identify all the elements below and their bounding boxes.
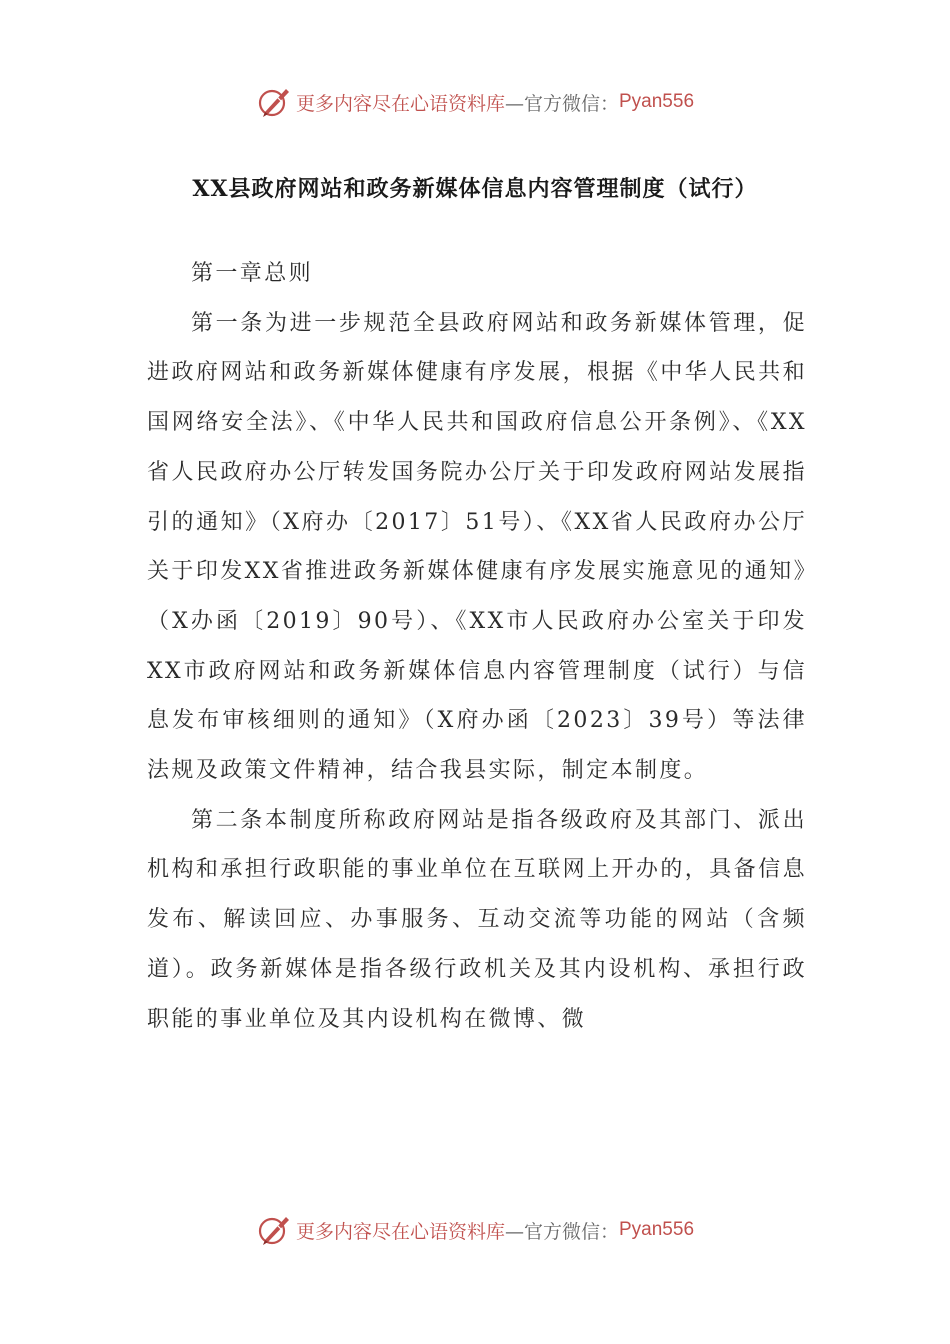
footer-banner	[0, 1210, 950, 1250]
chapter-heading: 第一章总则	[191, 261, 314, 286]
banner-separator-text: —官方微信：	[504, 1220, 619, 1243]
banner-site-text: 更多内容尽在心语资料库	[295, 92, 505, 115]
article-paragraph: 第一条为进一步规范全县政府网站和政务新媒体管理，促进政府网站和政务新媒体健康有序发展，根据《中华人民共和国网络安全法》、《中华人民共和国政府信息公开条例》、《XX省人民政府办公厅转发国务院办公厅关于印发政府网站发展指引的通知》（X府办〔2017〕51号）、《XX省人民政府办公厅关于印发XX省推进政务新媒体健康有序发展实施意见的通知》（X办函〔2019〕90号）、《XX市人民政府办公室关于印发XX市政府网站和政务新媒体信息内容管理制度（试行）与信息发布审核细则的通知》（X府办函〔2023〕39号）等法律法规及政策文件精神，结合我县实际，制定本制度。	[147, 310, 807, 784]
document-body	[147, 249, 807, 1044]
document-title: XX县政府网站和政务新媒体信息内容管理制度（试行）	[192, 176, 758, 202]
banner-wechat-id: Pyan556	[619, 91, 695, 112]
quill-pen-circle-icon	[256, 84, 292, 120]
header-banner	[0, 82, 950, 122]
banner-site-text: 更多内容尽在心语资料库	[295, 1220, 505, 1243]
article-paragraph: 第二条本制度所称政府网站是指各级政府及其部门、派出机构和承担行政职能的事业单位在互联网上开办的，具备信息发布、解读回应、办事服务、互动交流等功能的网站（含频道）。政务新媒体是指各级行政机关及其内设机构、承担行政职能的事业单位及其内设机构在微博、微	[147, 807, 807, 1032]
quill-pen-circle-icon	[256, 1212, 292, 1248]
banner-separator-text: —官方微信：	[504, 92, 619, 115]
banner-wechat-id: Pyan556	[619, 1219, 695, 1240]
